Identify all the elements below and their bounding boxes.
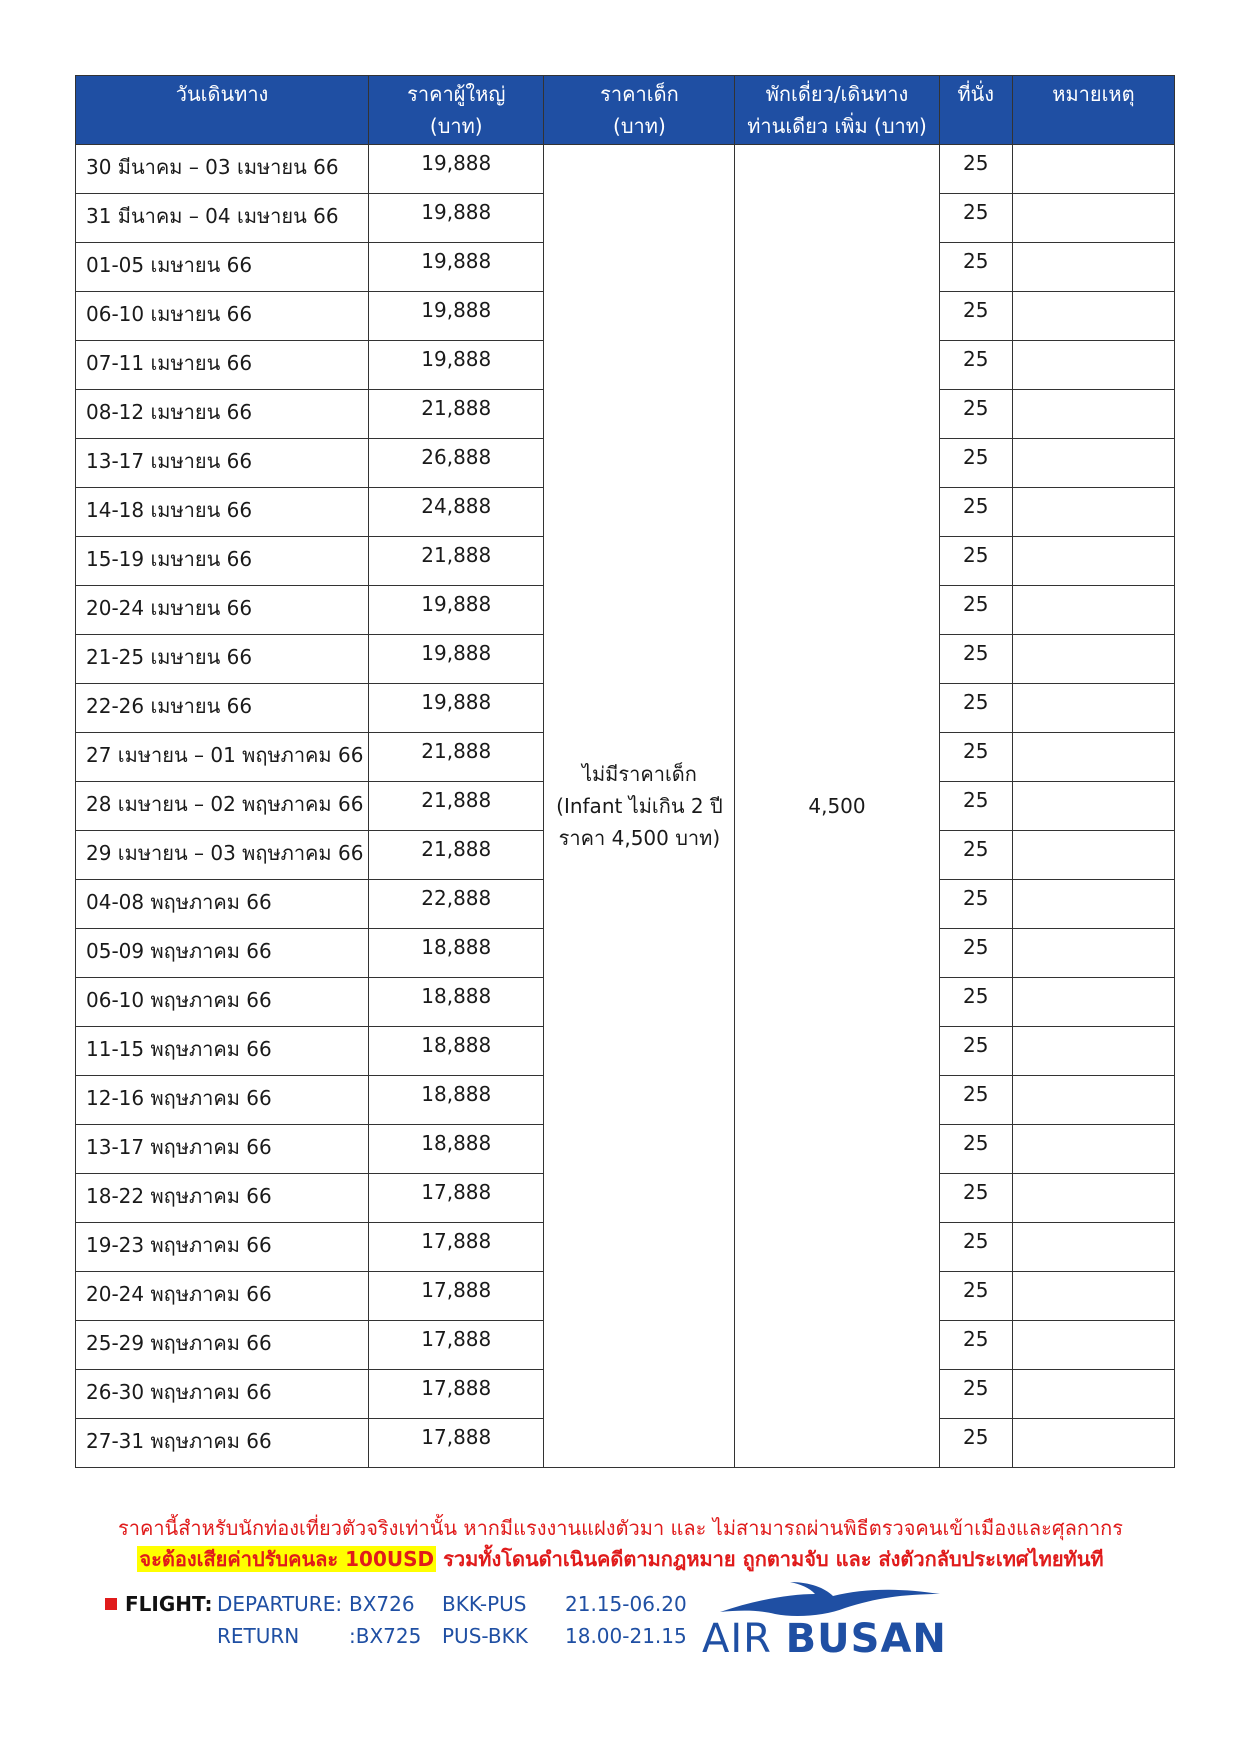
cell-remark: [1012, 586, 1174, 635]
cell-travel-date: 29 เมษายน – 03 พฤษภาคม 66: [76, 831, 369, 880]
flight-label: FLIGHT:: [125, 1592, 213, 1616]
cell-travel-date: 15-19 เมษายน 66: [76, 537, 369, 586]
cell-travel-date: 13-17 เมษายน 66: [76, 439, 369, 488]
cell-seats: 25: [939, 1419, 1012, 1468]
cell-travel-date: 06-10 พฤษภาคม 66: [76, 978, 369, 1027]
header-seats: [939, 76, 1012, 145]
disclaimer-line2-rest: รวมทั้งโดนดำเนินคดีตามกฎหมาย ถูกตามจับ และ ส่งตัวกลับประเทศไทยทันที: [436, 1547, 1104, 1571]
cell-adult-price: 21,888: [369, 782, 544, 831]
cell-remark: [1012, 684, 1174, 733]
cell-adult-price: 22,888: [369, 880, 544, 929]
cell-seats: 25: [939, 1370, 1012, 1419]
cell-seats: 25: [939, 145, 1012, 194]
cell-remark: [1012, 488, 1174, 537]
cell-travel-date: 31 มีนาคม – 04 เมษายน 66: [76, 194, 369, 243]
cell-remark: [1012, 1027, 1174, 1076]
header-child-price: [544, 76, 735, 145]
cell-adult-price: 26,888: [369, 439, 544, 488]
cell-travel-date: 04-08 พฤษภาคม 66: [76, 880, 369, 929]
disclaimer-line2: [0, 1543, 1241, 1575]
cell-remark: [1012, 1223, 1174, 1272]
cell-travel-date: 27-31 พฤษภาคม 66: [76, 1419, 369, 1468]
cell-child-price: [544, 145, 735, 1468]
child-price-line1: ไม่มีราคาเด็ก: [581, 762, 697, 786]
header-travel-date-line1: วันเดินทาง: [175, 82, 269, 106]
cell-seats: 25: [939, 684, 1012, 733]
cell-adult-price: 18,888: [369, 978, 544, 1027]
cell-adult-price: 24,888: [369, 488, 544, 537]
header-single-supplement-line2: ท่านเดียว เพิ่ม (บาท): [747, 114, 927, 138]
header-remarks: [1012, 76, 1174, 145]
cell-seats: 25: [939, 243, 1012, 292]
header-adult-price-line2: (บาท): [429, 114, 483, 138]
cell-travel-date: 18-22 พฤษภาคม 66: [76, 1174, 369, 1223]
air-busan-logo: [700, 1580, 950, 1660]
cell-remark: [1012, 341, 1174, 390]
cell-seats: 25: [939, 733, 1012, 782]
cell-adult-price: 19,888: [369, 586, 544, 635]
cell-remark: [1012, 733, 1174, 782]
cell-adult-price: 18,888: [369, 929, 544, 978]
header-single-supplement: [735, 76, 939, 145]
cell-seats: 25: [939, 390, 1012, 439]
cell-adult-price: 19,888: [369, 243, 544, 292]
cell-travel-date: 30 มีนาคม – 03 เมษายน 66: [76, 145, 369, 194]
cell-remark: [1012, 929, 1174, 978]
return-code: :BX725: [349, 1624, 422, 1648]
cell-remark: [1012, 1370, 1174, 1419]
cell-seats: 25: [939, 1125, 1012, 1174]
fine-highlight: จะต้องเสียค่าปรับคนละ 100USD: [139, 1547, 435, 1571]
departure-route: BKK-PUS: [442, 1592, 527, 1616]
cell-travel-date: 05-09 พฤษภาคม 66: [76, 929, 369, 978]
child-price-line2: (Infant ไม่เกิน 2 ปี: [556, 794, 723, 818]
cell-travel-date: 13-17 พฤษภาคม 66: [76, 1125, 369, 1174]
cell-travel-date: 07-11 เมษายน 66: [76, 341, 369, 390]
cell-travel-date: 11-15 พฤษภาคม 66: [76, 1027, 369, 1076]
cell-seats: 25: [939, 292, 1012, 341]
cell-travel-date: 20-24 พฤษภาคม 66: [76, 1272, 369, 1321]
header-single-supplement-line1: พักเดี่ยว/เดินทาง: [765, 82, 909, 106]
cell-travel-date: 08-12 เมษายน 66: [76, 390, 369, 439]
logo-word-busan: BUSAN: [785, 1616, 947, 1662]
header-child-price-line2: (บาท): [613, 114, 666, 138]
cell-single-supplement: 4,500: [735, 145, 939, 1468]
cell-adult-price: 21,888: [369, 537, 544, 586]
cell-travel-date: 01-05 เมษายน 66: [76, 243, 369, 292]
cell-adult-price: 19,888: [369, 194, 544, 243]
header-seats-line1: ที่นั่ง: [957, 82, 995, 106]
cell-seats: 25: [939, 635, 1012, 684]
cell-travel-date: 21-25 เมษายน 66: [76, 635, 369, 684]
cell-remark: [1012, 880, 1174, 929]
cell-remark: [1012, 1125, 1174, 1174]
cell-seats: 25: [939, 488, 1012, 537]
cell-adult-price: 17,888: [369, 1370, 544, 1419]
cell-remark: [1012, 439, 1174, 488]
header-child-price-line1: ราคาเด็ก: [600, 82, 679, 106]
cell-travel-date: 06-10 เมษายน 66: [76, 292, 369, 341]
cell-remark: [1012, 1272, 1174, 1321]
cell-adult-price: 18,888: [369, 1027, 544, 1076]
cell-adult-price: 17,888: [369, 1174, 544, 1223]
table-row: [76, 145, 1175, 194]
cell-seats: 25: [939, 1272, 1012, 1321]
logo-word-air: AIR: [702, 1616, 772, 1662]
cell-remark: [1012, 243, 1174, 292]
cell-remark: [1012, 537, 1174, 586]
logo-wordmark: [702, 1616, 947, 1662]
cell-travel-date: 25-29 พฤษภาคม 66: [76, 1321, 369, 1370]
header-adult-price: [369, 76, 544, 145]
cell-travel-date: 26-30 พฤษภาคม 66: [76, 1370, 369, 1419]
cell-adult-price: 17,888: [369, 1321, 544, 1370]
cell-adult-price: 17,888: [369, 1223, 544, 1272]
departure-time: 21.15-06.20: [565, 1592, 687, 1616]
square-bullet-icon: [105, 1598, 117, 1610]
cell-adult-price: 18,888: [369, 1076, 544, 1125]
cell-adult-price: 19,888: [369, 145, 544, 194]
cell-remark: [1012, 1321, 1174, 1370]
header-adult-price-line1: ราคาผู้ใหญ่: [407, 82, 506, 106]
cell-adult-price: 17,888: [369, 1272, 544, 1321]
cell-travel-date: 28 เมษายน – 02 พฤษภาคม 66: [76, 782, 369, 831]
header-remarks-line1: หมายเหตุ: [1052, 82, 1135, 106]
cell-seats: 25: [939, 978, 1012, 1027]
table-body: [76, 145, 1175, 1468]
departure-type: DEPARTURE:: [217, 1592, 343, 1616]
cell-remark: [1012, 831, 1174, 880]
cell-adult-price: 19,888: [369, 635, 544, 684]
cell-seats: 25: [939, 1321, 1012, 1370]
cell-remark: [1012, 1174, 1174, 1223]
cell-remark: [1012, 194, 1174, 243]
cell-remark: [1012, 978, 1174, 1027]
disclaimer-line1: ราคานี้สำหรับนักท่องเที่ยวตัวจริงเท่านั้น หากมีแรงงานแฝงตัวมา และ ไม่สามารถผ่านพิธีตรวจคนเข้าเมืองและศุลกากร: [117, 1516, 1124, 1540]
cell-seats: 25: [939, 831, 1012, 880]
cell-adult-price: 21,888: [369, 390, 544, 439]
cell-remark: [1012, 390, 1174, 439]
cell-remark: [1012, 635, 1174, 684]
return-route: PUS-BKK: [442, 1624, 528, 1648]
cell-travel-date: 12-16 พฤษภาคม 66: [76, 1076, 369, 1125]
return-time: 18.00-21.15: [565, 1624, 687, 1648]
departure-code: BX726: [349, 1592, 415, 1616]
cell-seats: 25: [939, 439, 1012, 488]
cell-seats: 25: [939, 1076, 1012, 1125]
cell-seats: 25: [939, 1027, 1012, 1076]
header-travel-date: [76, 76, 369, 145]
cell-seats: 25: [939, 194, 1012, 243]
cell-seats: 25: [939, 341, 1012, 390]
table-header: [76, 76, 1175, 145]
cell-seats: 25: [939, 880, 1012, 929]
cell-adult-price: 18,888: [369, 1125, 544, 1174]
cell-travel-date: 27 เมษายน – 01 พฤษภาคม 66: [76, 733, 369, 782]
cell-seats: 25: [939, 1223, 1012, 1272]
return-type: RETURN: [217, 1624, 300, 1648]
cell-adult-price: 19,888: [369, 684, 544, 733]
cell-adult-price: 21,888: [369, 831, 544, 880]
cell-remark: [1012, 1076, 1174, 1125]
cell-seats: 25: [939, 537, 1012, 586]
cell-travel-date: 22-26 เมษายน 66: [76, 684, 369, 733]
cell-adult-price: 21,888: [369, 733, 544, 782]
cell-travel-date: 14-18 เมษายน 66: [76, 488, 369, 537]
price-table: [75, 75, 1175, 1468]
cell-travel-date: 20-24 เมษายน 66: [76, 586, 369, 635]
cell-remark: [1012, 292, 1174, 341]
cell-adult-price: 19,888: [369, 341, 544, 390]
cell-remark: [1012, 782, 1174, 831]
cell-travel-date: 19-23 พฤษภาคม 66: [76, 1223, 369, 1272]
cell-remark: [1012, 145, 1174, 194]
cell-remark: [1012, 1419, 1174, 1468]
cell-adult-price: 17,888: [369, 1419, 544, 1468]
cell-adult-price: 19,888: [369, 292, 544, 341]
cell-seats: 25: [939, 1174, 1012, 1223]
cell-seats: 25: [939, 782, 1012, 831]
cell-seats: 25: [939, 586, 1012, 635]
child-price-line3: ราคา 4,500 บาท): [558, 826, 721, 850]
cell-seats: 25: [939, 929, 1012, 978]
